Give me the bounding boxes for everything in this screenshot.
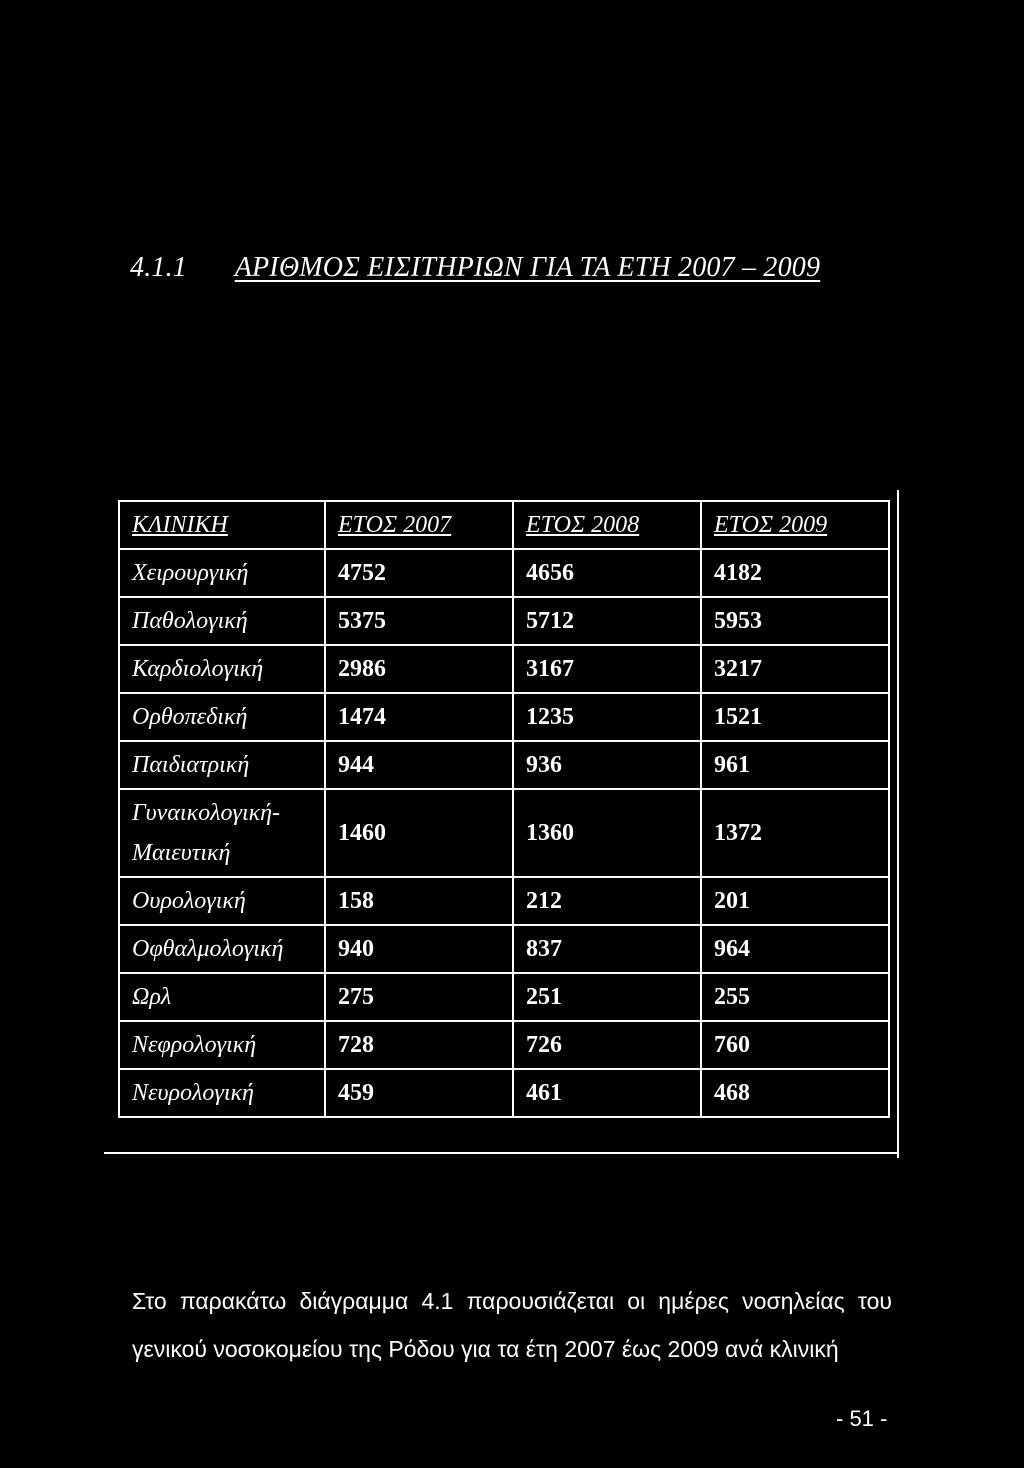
clinic-name: Παθολογική: [119, 597, 325, 645]
value-2007: 5375: [325, 597, 513, 645]
value-2008: 936: [513, 741, 701, 789]
value-2009: 468: [701, 1069, 889, 1117]
body-paragraph: Στο παρακάτω διάγραμμα 4.1 παρουσιάζεται οι ημέρες νοσηλείας του γενικού νοσοκομείου της Ρόδου για τα έτη 2007 έως 2009 ανά κλινική: [132, 1288, 892, 1362]
value-2008: 212: [513, 877, 701, 925]
value-2007: 459: [325, 1069, 513, 1117]
clinic-name: Ορθοπεδική: [119, 693, 325, 741]
value-2008: 5712: [513, 597, 701, 645]
value-2009: 961: [701, 741, 889, 789]
value-2008: 4656: [513, 549, 701, 597]
table-row: [119, 693, 889, 741]
value-2007: 275: [325, 973, 513, 1021]
table-row: [119, 1021, 889, 1069]
value-2009: 964: [701, 925, 889, 973]
clinic-name: Ωρλ: [119, 973, 325, 1021]
value-2007: 2986: [325, 645, 513, 693]
clinic-name: Νευρολογική: [119, 1069, 325, 1117]
value-2007: 940: [325, 925, 513, 973]
clinic-name: Καρδιολογική: [119, 645, 325, 693]
clinic-name: Οφθαλμολογική: [119, 925, 325, 973]
value-2009: 1521: [701, 693, 889, 741]
value-2009: 760: [701, 1021, 889, 1069]
clinic-name: Ουρολογική: [119, 877, 325, 925]
clinic-name: Παιδιατρική: [119, 741, 325, 789]
section-heading: [130, 252, 820, 284]
header-year-2009: ΕΤΟΣ 2009: [701, 501, 889, 549]
value-2008: 3167: [513, 645, 701, 693]
admissions-table: [118, 500, 890, 1118]
value-2009: 1372: [701, 789, 889, 877]
table-bottom-rule: [104, 1152, 899, 1154]
section-number: 4.1.1: [130, 252, 187, 283]
value-2007: 1474: [325, 693, 513, 741]
table-row: [119, 645, 889, 693]
table-row: [119, 789, 889, 877]
value-2007: 1460: [325, 789, 513, 877]
header-clinic: ΚΛΙΝΙΚΗ: [119, 501, 325, 549]
value-2009: 5953: [701, 597, 889, 645]
section-title: ΑΡΙΘΜΟΣ ΕΙΣΙΤΗΡΙΩΝ ΓΙΑ ΤΑ ΕΤΗ 2007 – 2009: [234, 252, 821, 283]
table-right-rule: [897, 490, 899, 1158]
value-2009: 201: [701, 877, 889, 925]
header-year-2007: ΕΤΟΣ 2007: [325, 501, 513, 549]
value-2008: 251: [513, 973, 701, 1021]
value-2007: 4752: [325, 549, 513, 597]
table-row: [119, 741, 889, 789]
table-row: [119, 549, 889, 597]
value-2008: 837: [513, 925, 701, 973]
value-2008: 1235: [513, 693, 701, 741]
value-2007: 158: [325, 877, 513, 925]
table-row: [119, 925, 889, 973]
value-2009: 255: [701, 973, 889, 1021]
value-2007: 944: [325, 741, 513, 789]
value-2009: 4182: [701, 549, 889, 597]
value-2008: 461: [513, 1069, 701, 1117]
table-row: [119, 597, 889, 645]
table-row: [119, 973, 889, 1021]
table-row: [119, 1069, 889, 1117]
page-number: - 51 -: [836, 1406, 888, 1431]
clinic-name: Γυναικολογική-Μαιευτική: [119, 789, 325, 877]
value-2008: 726: [513, 1021, 701, 1069]
table-header-row: [119, 501, 889, 549]
value-2009: 3217: [701, 645, 889, 693]
clinic-name: Χειρουργική: [119, 549, 325, 597]
header-year-2008: ΕΤΟΣ 2008: [513, 501, 701, 549]
table-row: [119, 877, 889, 925]
value-2008: 1360: [513, 789, 701, 877]
value-2007: 728: [325, 1021, 513, 1069]
clinic-name: Νεφρολογική: [119, 1021, 325, 1069]
